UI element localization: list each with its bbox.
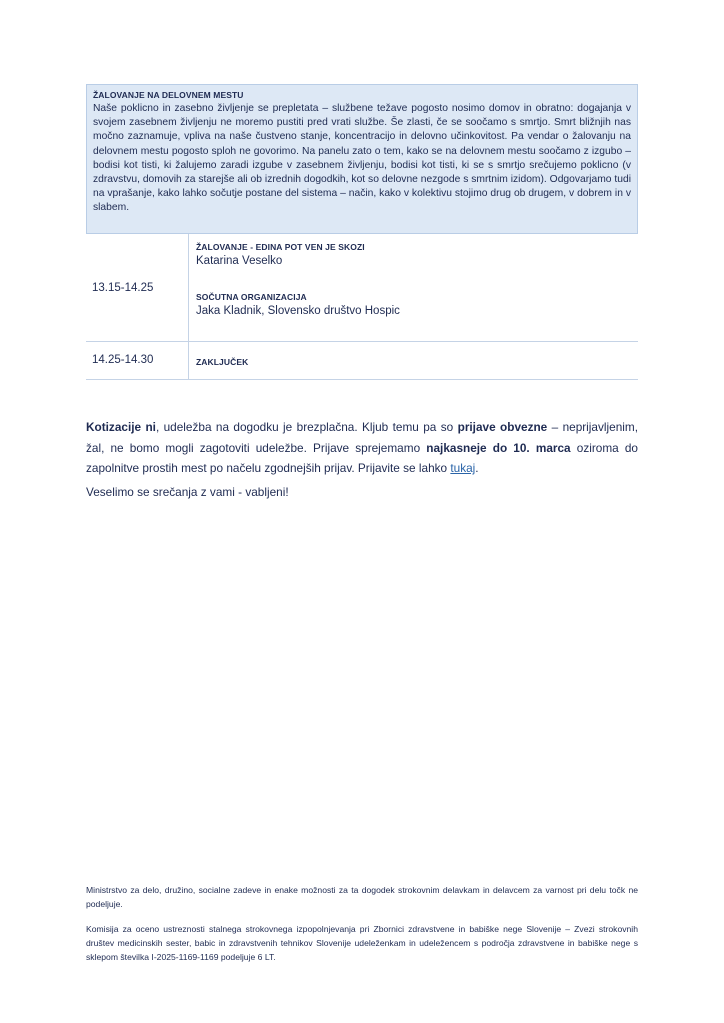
intro-box bbox=[86, 84, 638, 234]
text-span: oziroma do zapolnitve prostih mest po načelu zgodnejših prijav. Prijavite se lahko bbox=[86, 440, 638, 475]
deadline-text: najkasneje do 10. marca bbox=[426, 440, 571, 455]
mandatory-text: prijave obvezne bbox=[457, 420, 548, 434]
text-span: – neprijavljenim, žal, ne bomo mogli zagotoviti udeležbe. Prijave sprejemamo bbox=[86, 420, 638, 455]
intro-box-text: Naše poklicno in zasebno življenje se prepletata – službene težave pogosto nosimo domov in obratno: dogajanja v svojem zasebnem življenju ne moremo pustiti pred vrati službe. Še zlasti, če se soočamo s smrtjo. Smrt bližnjih nas močno zaznamuje, vpliva na naše čustveno stanje, koncentracijo in delovno učinkovitost. Pa vendar o žalovanju na delovnem mestu pogosto sploh ne govorimo. Na panelu zato o tem, kako se na delovnem mestu soočamo z izgubo – bodisi kot tisti, ki žalujemo zaradi izgube v zasebnem življenju, bodisi kot tisti, ki se s smrtjo srečujemo poklicno (v zdravstvu, domovih za starejše ali ob izrednih dogodkih, kot so delovne nezgode s smrtnim izidom). Odgovarjamo tudi na vprašanje, kako lahko sočutje postane del sistema – način, kako v kolektivu stojimo drug ob drugem, v dobrem in v slabem. bbox=[93, 103, 631, 214]
text-span: , udeležba na dogodku je brezplačna. Kljub temu pa so bbox=[155, 420, 458, 434]
talk-title: ŽALOVANJE - EDINA POT VEN JE SKOZI bbox=[196, 242, 365, 252]
time-label: 14.25-14.30 bbox=[92, 354, 154, 366]
time-label: 13.15-14.25 bbox=[92, 282, 154, 294]
talk bbox=[196, 292, 400, 317]
speaker-name: Jaka Kladnik, Slovensko društvo Hospic bbox=[196, 305, 400, 317]
text-span: . bbox=[475, 461, 479, 475]
schedule-row bbox=[86, 234, 638, 342]
schedule-row bbox=[86, 342, 638, 380]
closing-line: Veselimo se srečanja z vami - vabljeni! bbox=[86, 485, 289, 499]
registration-paragraph bbox=[86, 417, 638, 479]
time-cell bbox=[86, 342, 189, 379]
closing-title: ZAKLJUČEK bbox=[196, 357, 249, 367]
registration-link[interactable]: tukaj bbox=[450, 461, 476, 475]
intro-box-title: ŽALOVANJE NA DELOVNEM MESTU bbox=[93, 90, 244, 100]
time-cell bbox=[86, 234, 189, 341]
fee-text: Kotizacije ni bbox=[86, 420, 156, 434]
talk bbox=[196, 242, 365, 267]
footnote: Ministrstvo za delo, družino, socialne zadeve in enake možnosti za ta dogodek strokovnim delavkam in delavcem za varnost pri delu točk ne podeljuje. bbox=[86, 885, 638, 909]
speaker-name: Katarina Veselko bbox=[196, 255, 283, 267]
talk-title: SOČUTNA ORGANIZACIJA bbox=[196, 292, 307, 302]
footnote: Komisija za oceno ustreznosti stalnega strokovnega izpopolnjevanja pri Zbornici zdravstvene in babiške nege Slovenije – Zvezi strokovnih društev medicinskih sester, babic in zdravstvenih tehnikov Slovenije udeleženkam in udeležencem s področja zdravstvene in babiške nege s sklepom številka I-2025-1169-1169 podeljuje 6 LT. bbox=[86, 924, 638, 962]
